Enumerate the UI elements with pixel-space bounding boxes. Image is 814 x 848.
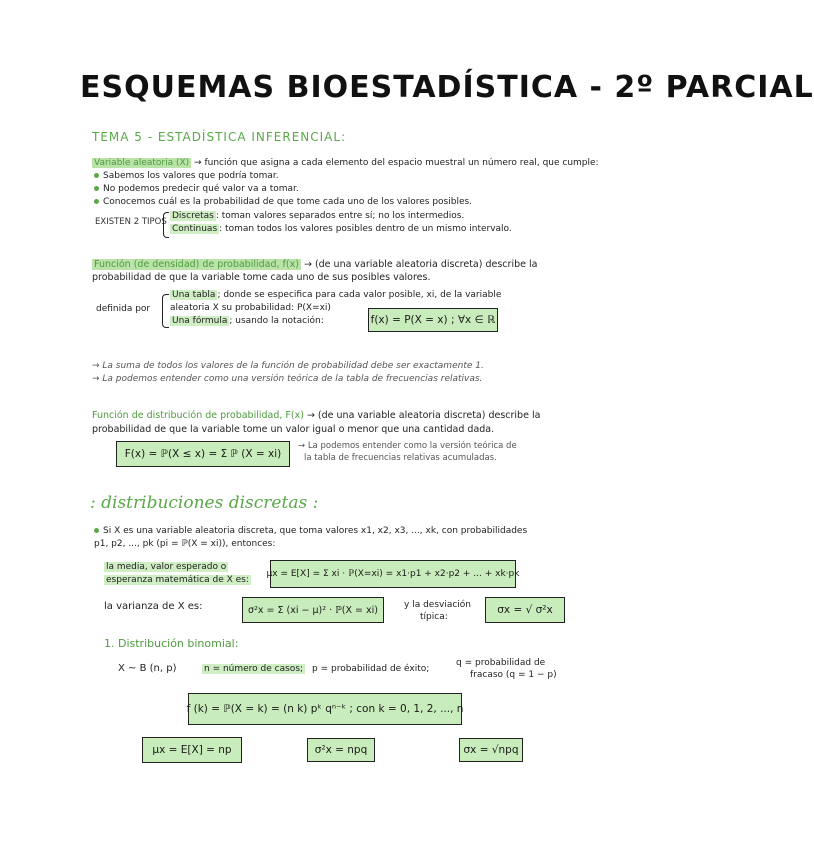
densidad-formula-box: f(x) = P(X = x) ; ∀x ∈ ℝ [368, 308, 498, 332]
tipo1-text: : toman valores separados entre sí; no los intermedios. [215, 211, 465, 221]
brace-tipos [163, 212, 169, 238]
densidad-line1 [92, 259, 537, 270]
desviacion-formula-box: σx = √ σ²x [485, 597, 565, 623]
binomial-varianza-box: σ²x = npq [307, 738, 375, 762]
densidad-line1-rest: → (de una variable aleatoria discreta) describe la [303, 259, 538, 270]
opt-formula [170, 316, 324, 326]
n-desc-text: n = número de casos; [204, 664, 304, 674]
binomial-notation: X ~ B (n, p) [118, 663, 177, 674]
va-bullet-text: No podemos predecir qué valor va a tomar. [103, 184, 299, 194]
tipos-label: EXISTEN 2 TIPOS [95, 217, 167, 227]
distribucion-formula-box: F(x) = ℙ(X ≤ x) = Σ ℙ (X = xi) [116, 441, 290, 467]
bullet-icon [94, 186, 99, 191]
tipo1-term: Discretas [172, 211, 214, 221]
distribucion-line2: probabilidad de que la variable tome un valor igual o menor que una cantidad dada. [92, 424, 495, 435]
tipo-continuas [170, 224, 512, 234]
discretas-heading: : distribuciones discretas : [90, 493, 319, 513]
opt-tabla-line2: aleatoria X su probabilidad: P(X=xi) [170, 303, 331, 313]
tipo2-text: : toman todos los valores posibles dentro de un mismo intervalo. [219, 224, 512, 234]
desviacion-label-1: y la desviación [404, 600, 472, 610]
definida-por: definida por [96, 304, 151, 314]
varianza-label: la varianza de X es: [104, 601, 203, 612]
tipo2-term: Continuas [172, 224, 218, 234]
distribucion-line1-rest: → (de una variable aleatoria discreta) describe la [306, 410, 541, 421]
media-label-2 [104, 575, 251, 585]
opt1-text: ; donde se especifica para cada valor posible, xi, de la variable [217, 290, 502, 300]
va-bullet-1 [94, 171, 279, 181]
va-bullet-text: Sabemos los valores que podría tomar. [103, 171, 279, 181]
tipo-discretas [170, 211, 464, 221]
q-description-2: fracaso (q = 1 − p) [470, 670, 557, 680]
densidad-line2: probabilidad de que la variable tome cada uno de sus posibles valores. [92, 272, 431, 283]
opt2-text: ; usando la notación: [229, 316, 324, 326]
binomial-media-box: μx = E[X] = np [142, 737, 242, 763]
n-description [202, 664, 305, 674]
bullet-icon [94, 199, 99, 204]
distribucion-side-note-2: la tabla de frecuencias relativas acumuladas. [304, 453, 497, 463]
discretas-intro-2: p1, p2, ..., pk (pi = ℙ(X = xi)), entonces: [94, 539, 276, 549]
bullet-icon [94, 173, 99, 178]
discretas-intro-1 [94, 526, 527, 536]
page-title: ESQUEMAS BIOESTADÍSTICA - 2º PARCIAL [80, 70, 814, 105]
densidad-note-1: → La suma de todos los valores de la función de probabilidad debe ser exactamente 1. [92, 361, 484, 371]
media-label-1 [104, 562, 228, 572]
q-description-1: q = probabilidad de [456, 658, 546, 668]
brace-definida [162, 294, 169, 328]
va-term: Variable aleatoria (X) [94, 158, 190, 168]
binomial-formula-box: f (k) = ℙ(X = k) = (n k) pᵏ qⁿ⁻ᵏ ; con k = 0, 1, 2, ..., n [188, 693, 462, 725]
binomial-heading: 1. Distribución binomial: [104, 637, 239, 650]
binomial-desviacion-box: σx = √npq [459, 738, 523, 762]
va-bullet-text: Conocemos cuál es la probabilidad de que tome cada uno de los valores posibles. [103, 197, 473, 207]
densidad-term: Función (de densidad) de probabilidad, f(x) [94, 259, 299, 270]
densidad-note-2: → La podemos entender como una versión teórica de la tabla de frecuencias relativas. [92, 374, 483, 384]
p-description: p = probabilidad de éxito; [312, 664, 430, 674]
intro1-text: Si X es una variable aleatoria discreta, que toma valores x1, x2, x3, ..., xk, con probabilidades [103, 526, 528, 536]
va-bullet-3 [94, 197, 472, 207]
distribucion-line1 [92, 410, 540, 421]
bullet-icon [94, 528, 99, 533]
tema-heading: TEMA 5 - ESTADÍSTICA INFERENCIAL: [92, 130, 347, 144]
opt-tabla [170, 290, 501, 300]
opt1-term: Una tabla [172, 290, 216, 300]
opt2-term: Una fórmula [172, 316, 228, 326]
desviacion-label-2: típica: [420, 612, 448, 622]
distribucion-term: Función de distribución de probabilidad, F(x) [92, 410, 304, 421]
varianza-formula-box: σ²x = Σ (xi − μ)² · ℙ(X = xi) [242, 597, 384, 623]
media-label1-text: la media, valor esperado o [106, 562, 227, 572]
va-arrow-def: → función que asigna a cada elemento del espacio muestral un número real, que cumple: [194, 158, 599, 168]
media-label2-text: esperanza matemática de X es: [106, 575, 249, 585]
distribucion-side-note-1: → La podemos entender como la versión teórica de [298, 441, 517, 451]
va-bullet-2 [94, 184, 299, 194]
media-formula-box: μx = E[X] = Σ xi · ℙ(X=xi) = x1·p1 + x2·p2 + ... + xk·pk [270, 560, 516, 588]
va-definition [92, 158, 599, 168]
